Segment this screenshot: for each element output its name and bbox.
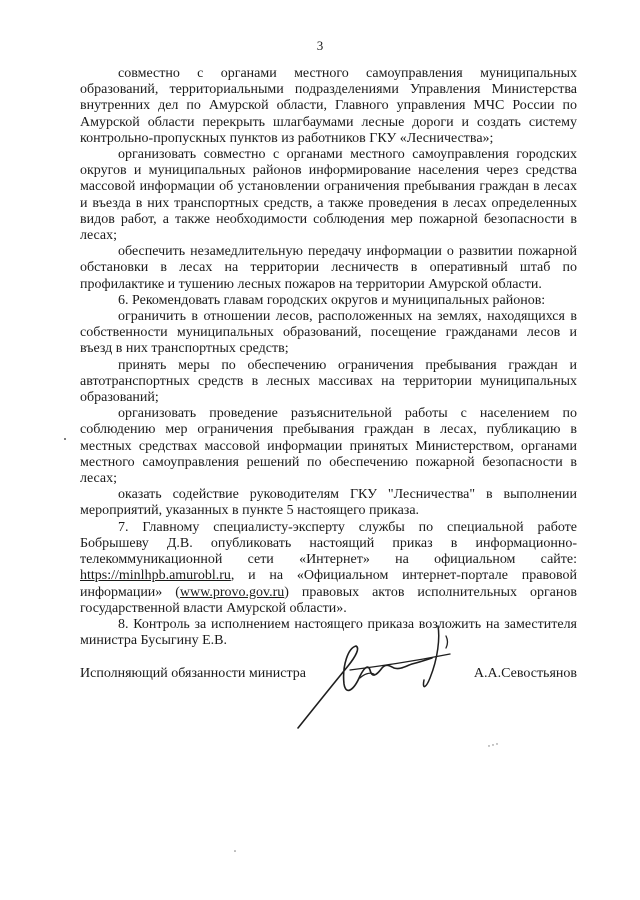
paragraph: ограничить в отношении лесов, расположенных на землях, находящихся в собственности муниципальных образований, посещение гражданами лесов и въезд в них транспортных средств; (80, 309, 577, 357)
document-body (80, 66, 577, 649)
portal-link[interactable]: www.provo.gov.ru (179, 584, 285, 600)
scan-speck (486, 742, 500, 750)
handwritten-signature (290, 618, 480, 738)
paragraph: 6. Рекомендовать главам городских округов и муниципальных районов: (118, 292, 546, 308)
paragraph-control: 8. Контроль за исполнением настоящего приказа возложить на заместителя министра Бусыгину Е.В. (80, 616, 577, 649)
paragraph-text: , и на «Официальном интернет-портале правовой информации» ( (80, 568, 577, 600)
scan-speck (232, 848, 238, 854)
paragraph-text: 7. Главному специалисту-эксперту службы по специальной работе Бобрышеву Д.В. опубликовать настоящий приказ в информационно-телекоммуникационной сети «Интернет» на официальном сайте: (80, 519, 577, 568)
paragraph: совместно с органами местного самоуправления муниципальных образований, территориальными подразделениями Управления Министерства внутренних дел по Амурской области, Главного управления МЧС России по Амурской области перекрыть шлагбаумами лесные дороги и создать систему контрольно-пропускных пунктов из работников ГКУ «Лесничества»; (80, 66, 577, 146)
site-link[interactable]: https://minlhpb.amurobl.ru (80, 568, 231, 584)
paragraph-publication (80, 520, 577, 617)
signatory-title: Исполняющий обязанности министра (80, 666, 306, 681)
paragraph: организовать совместно с органами местного самоуправления городских округов и муниципальных районов информирование населения через средства массовой информации об установлении ограничения пребывания граждан в лесах и въезда в них транспортных средств, а также проведения в лесах определенных видов работ, а также необходимости соблюдения мер пожарной безопасности в лесах; (80, 147, 577, 244)
paragraph: оказать содействие руководителям ГКУ "Лесничества" в выполнении мероприятий, указанных в пункте 5 настоящего приказа. (80, 487, 577, 519)
paragraph: принять меры по обеспечению ограничения пребывания граждан и автотранспортных средств в лесных массивах на территории муниципальных образований; (80, 357, 577, 406)
signatory-name: А.А.Севостьянов (473, 666, 577, 681)
paragraph: организовать проведение разъяснительной работы с населением по соблюдению мер ограничения пребывания граждан в лесах, публикацию в местных средствах массовой информации принятых Министерством, органами местного самоуправления решений по обеспечению пожарной безопасности в лесах; (80, 406, 577, 487)
page-number: 3 (316, 38, 324, 53)
paragraph-text: ) правовых актов исполнительных органов государственной власти Амурской области». (80, 584, 577, 616)
paragraph: обеспечить незамедлительную передачу информации о развитии пожарной обстановки в лесах на территории лесничеств в оперативный штаб по профилактике и тушению лесных пожаров на территории Амурской области. (80, 244, 577, 292)
scan-speck (62, 436, 68, 442)
